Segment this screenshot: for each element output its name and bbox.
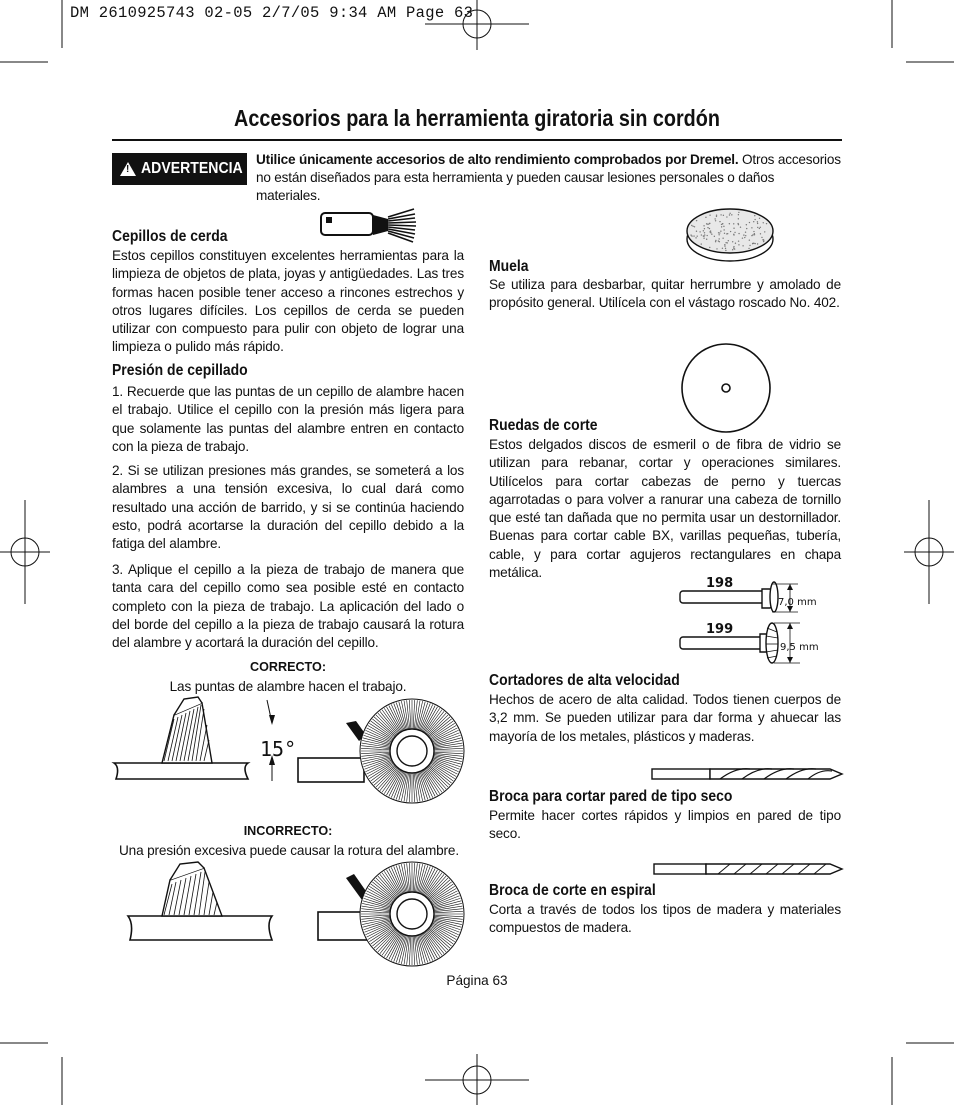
stone-grain [696,220,697,221]
stone-grain [715,220,716,221]
stone-grain [697,235,698,236]
stone-grain [733,223,734,224]
stone-grain [749,239,750,240]
angle-label: 15° [260,737,297,761]
stone-grain [738,244,739,245]
stone-grain [754,233,755,234]
page-number: Página 63 [446,973,508,988]
stone-grain [732,241,733,242]
stone-grain [699,231,700,232]
stone-grain [701,234,702,235]
stone-grain [725,242,726,243]
stone-grain [724,233,725,234]
stone-grain [753,221,754,222]
cortadores-heading: Cortadores de alta velocidad [489,672,680,689]
warning-icon: ! [120,162,136,176]
broca-espiral-section [489,882,841,900]
stone-grain [701,243,702,244]
grinding-stone-illustration [684,205,784,265]
stone-grain [730,231,731,232]
stone-grain [746,228,747,229]
stone-grain [706,239,707,240]
stone-grain [757,227,758,228]
warning-body-text: Otros accesorios no están diseñados para esta herramienta y pueden causar lesiones personales o daños materiales. [256,152,841,203]
cortadores-paragraph: Hechos de acero de alta calidad. Todos tienen cuerpos de 3,2 mm. Se pueden utilizar para dar forma y ahuecar las mayoría de los metales, plásticos y maderas. [489,692,841,744]
incorrecto-caption: Una presión excesiva puede causar la rotura del alambre. [119,843,459,858]
stone-grain [709,215,710,216]
cutter-199-dimension: 9,5 mm [780,642,819,653]
stone-grain [703,225,704,226]
stone-grain [759,228,760,229]
warning-text [256,151,842,205]
stone-grain [753,231,754,232]
stone-grain [742,237,743,238]
stone-grain [723,215,724,216]
stone-grain [757,223,758,224]
stone-grain [703,230,704,231]
stone-grain [748,248,749,249]
presion-section [112,362,464,380]
stone-grain [703,238,704,239]
stone-grain [749,222,750,223]
stone-grain [715,240,716,241]
stone-grain [695,237,696,238]
header-stamp: DM 2610925743 02-05 2/7/05 9:34 AM Page 63 [70,4,474,22]
stone-grain [733,246,734,247]
cutter-199-label: 199 [706,622,734,637]
presion-step-3: 3. Aplique el cepillo a la pieza de trabajo de manera que tanta cara del cepillo como sea posible esté en contacto completo con la pieza de trabajo. La aplicación del lado o del borde del cepillo a la pieza de trabajo causará la rotura del alambre y acortará la duración del cepillo. [112,562,464,651]
stone-grain [733,247,734,248]
page-title: Accesorios para la herramienta giratoria sin cordón [234,105,720,131]
stone-grain [733,228,734,229]
stone-grain [715,241,716,242]
muela-paragraph: Se utiliza para desbarbar, quitar herrumbre y amolado de propósito general. Utilícela con el vástago roscado No. 402. [489,277,841,311]
stone-grain [706,235,707,236]
stone-grain [738,218,739,219]
stone-grain [723,229,724,230]
stone-grain [691,225,692,226]
stone-grain [693,235,694,236]
stone-grain [692,226,693,227]
stone-grain [726,233,727,234]
stone-grain [696,231,697,232]
stone-grain [742,245,743,246]
stone-grain [763,241,764,242]
title-rule [112,139,842,141]
stone-grain [718,240,719,241]
incorrecto-label: INCORRECTO: [243,824,333,838]
cepillos-section [112,228,464,246]
stone-grain [721,226,722,227]
stone-grain [719,221,720,222]
stone-grain [743,234,744,235]
muela-heading: Muela [489,258,529,275]
stone-grain [763,239,764,240]
cutter-198-dimension: 7,0 mm [778,597,817,608]
broca-seco-section [489,788,841,806]
presion-step-2: 2. Si se utilizan presiones más grandes, se someterá a los alambres a una tensión excesiva, lo cual dará como resultado una acción de barrido, y si se continúa haciendo esto, podrá acortarse la duración del cepillo debido a la fatiga del alambre. [112,463,464,552]
stone-grain [751,227,752,228]
stone-grain [738,240,739,241]
stone-grain [718,232,719,233]
spiral-bit-illustration [652,860,847,880]
presion-heading: Presión de cepillado [112,362,248,379]
warning-badge-label: ADVERTENCIA [141,160,243,177]
stone-grain [704,234,705,235]
stone-grain [754,243,755,244]
stone-grain [706,223,707,224]
stone-grain [735,243,736,244]
stone-grain [729,214,730,215]
correcto-label: CORRECTO: [249,660,327,674]
high-speed-cutters-illustration [678,572,848,662]
stone-grain [714,236,715,237]
stone-grain [761,237,762,238]
correct-brushing-diagram [112,695,472,810]
stone-grain [746,224,747,225]
stone-grain [711,234,712,235]
stone-grain [709,247,710,248]
stone-grain [723,226,724,227]
stone-grain [745,235,746,236]
stone-grain [722,238,723,239]
ruedas-paragraph: Estos delgados discos de esmeril o de fibra de vidrio se utilizan para rebanar, cortar y operaciones similares. Utilícelos para cortar cabezas de perno y tuercas agarrotadas o para volver a ranurar una cabeza de tornillo que esté tan dañada que no permita usar un destornillador. Buenas para cortar cable BX, varillas pequeñas, tubería, cable, y para cortar agujeros rectangulares en chapa metálica. [489,437,841,581]
broca-espiral-heading: Broca de corte en espiral [489,882,656,899]
stone-grain [760,227,761,228]
stone-grain [690,234,691,235]
stone-grain [719,232,720,233]
stone-grain [754,215,755,216]
stone-grain [721,224,722,225]
stone-grain [754,219,755,220]
stone-grain [759,218,760,219]
stone-grain [718,238,719,239]
stone-grain [725,248,726,249]
stone-grain [757,221,758,222]
stone-grain [714,218,715,219]
stone-grain [752,243,753,244]
stone-grain [716,215,717,216]
cepillos-paragraph: Estos cepillos constituyen excelentes herramientas para la limpieza de objetos de plata, joyas y antigüedades. Las tres formas hacen posible tener acceso a rincones estrechos y otros lugares difíciles. Los cepillos de cerda se pueden utilizar con compuesto para pulir con objeto de lograr una limpieza o pulido más rápido. [112,248,464,355]
cortadores-section [489,672,841,690]
stone-grain [745,232,746,233]
stone-grain [705,217,706,218]
stone-grain [731,214,732,215]
broca-espiral-paragraph: Corta a través de todos los tipos de madera y materiales compuestos de madera. [489,902,841,936]
stone-grain [738,214,739,215]
stone-grain [744,237,745,238]
stone-grain [709,228,710,229]
stone-grain [737,223,738,224]
stone-grain [722,248,723,249]
stone-grain [760,233,761,234]
stone-grain [725,250,726,251]
stone-grain [727,242,728,243]
stone-grain [704,232,705,233]
stone-grain [707,227,708,228]
cutter-198-label: 198 [706,576,734,591]
correcto-caption: Las puntas de alambre hacen el trabajo. [169,679,407,694]
stone-grain [709,223,710,224]
broca-seco-heading: Broca para cortar pared de tipo seco [489,788,733,805]
warning-bold-text: Utilice únicamente accesorios de alto rendimiento comprobados por Dremel. [256,152,739,167]
muela-section [489,258,841,276]
presion-step-1: 1. Recuerde que las puntas de un cepillo de alambre hacen el trabajo. Utilice el cepillo con la presión más ligera para que solamente las puntas del alambre entren en contacto con la pieza de trabajo. [112,384,464,454]
stone-grain [757,243,758,244]
stone-grain [766,223,767,224]
stone-grain [738,233,739,234]
stone-grain [732,249,733,250]
stone-grain [724,244,725,245]
stone-grain [720,230,721,231]
stone-grain [718,234,719,235]
stone-grain [722,223,723,224]
stone-grain [734,232,735,233]
stone-grain [724,245,725,246]
ruedas-section [489,417,841,435]
stone-grain [709,231,710,232]
stone-grain [694,226,695,227]
stone-grain [728,240,729,241]
stone-grain [752,234,753,235]
stone-grain [726,216,727,217]
stone-grain [729,213,730,214]
stone-grain [764,231,765,232]
drywall-bit-illustration [650,765,845,785]
stone-grain [729,223,730,224]
stone-grain [740,227,741,228]
stone-grain [749,245,750,246]
stone-grain [703,236,704,237]
stone-grain [738,212,739,213]
stone-grain [716,216,717,217]
stone-grain [763,222,764,223]
broca-seco-paragraph: Permite hacer cortes rápidos y limpios en pared de tipo seco. [489,808,841,842]
stone-grain [716,248,717,249]
stone-grain [733,234,734,235]
cepillos-heading: Cepillos de cerda [112,228,228,245]
ruedas-heading: Ruedas de corte [489,417,598,434]
warning-badge [112,153,247,185]
stone-grain [704,228,705,229]
incorrect-brushing-diagram [112,860,472,972]
stone-grain [720,214,721,215]
